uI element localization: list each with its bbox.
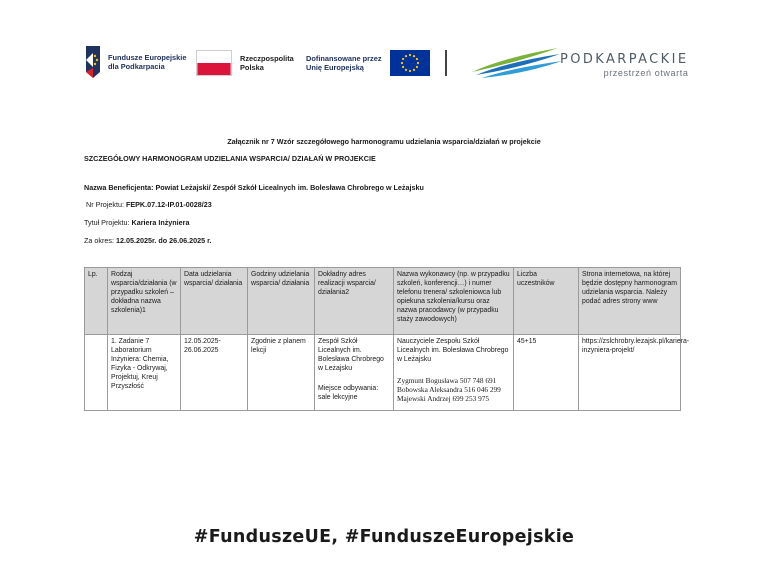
cell-lp bbox=[85, 335, 108, 411]
header-contractor: Nazwa wykonawcy (np. w przypadku szkoleń, konferencji…) i numer telefonu trenera/ szkoleniowca lub opiekuna szkolenia/kursu oraz nazwa pracodawcy (w przypadku staży zawodowych) bbox=[394, 268, 514, 335]
podkarpackie-swoosh-icon bbox=[472, 44, 564, 80]
fe-flag-icon bbox=[84, 46, 102, 78]
header-support-type: Rodzaj wsparcia/działania (w przypadku szkoleń – dokładna nazwa szkolenia)1 bbox=[108, 268, 181, 335]
pk-logo-name: PODKARPACKIE bbox=[560, 52, 689, 67]
table-header-row bbox=[85, 268, 681, 335]
project-title-line bbox=[84, 218, 189, 227]
contractor-text: Nauczyciele Zespołu Szkół Licealnych im. Bolesława Chrobrego w Leżajsku bbox=[397, 338, 509, 363]
unia-europejska-logo bbox=[306, 50, 430, 76]
header-address: Dokładny adres realizacji wsparcia/ działania2 bbox=[315, 268, 394, 335]
cell-support-type: 1. Zadanie 7 Laboratorium Inżyniera: Chemia, Fizyka - Odkrywaj, Projektuj, Kreuj Przyszłość bbox=[108, 335, 181, 411]
fundusze-europejskie-logo bbox=[84, 46, 186, 78]
header-lp: Lp. bbox=[85, 268, 108, 335]
cell-contractor bbox=[394, 335, 514, 411]
logo-strip bbox=[84, 44, 690, 84]
footer-hashtags: #FunduszeUE, #FunduszeEuropejskie bbox=[193, 527, 575, 547]
venue-text: Miejsce odbywania: sale lekcyjne bbox=[318, 385, 379, 401]
ue-logo-line2: Unię Europejską bbox=[306, 63, 364, 72]
cell-website[interactable] bbox=[579, 335, 690, 411]
website-link[interactable]: https://zslchrobry.lezajsk.pl/kariera-inzyniera-projekt/ bbox=[582, 338, 690, 354]
period-value: 12.05.2025r. do 26.06.2025 r. bbox=[115, 236, 212, 245]
eu-flag-icon bbox=[390, 50, 430, 76]
rp-logo-line2: Polska bbox=[240, 63, 264, 72]
rp-logo-line1: Rzeczpospolita bbox=[240, 54, 294, 63]
schedule-table bbox=[84, 267, 690, 411]
header-website: Strona internetowa, na której będzie dostępny harmonogram udzielania wsparcia. Należy podać adres strony www bbox=[579, 268, 681, 335]
pk-logo-tagline: przestrzeń otwarta bbox=[603, 68, 689, 78]
project-number-value: FEPK.07.12-IP.01-0028/23 bbox=[125, 200, 212, 209]
address-text: Zespół Szkół Licealnych im. Bolesława Chrobrego w Leżajsku bbox=[318, 338, 384, 372]
document-title: Załącznik nr 7 Wzór szczegółowego harmonogramu udzielania wsparcia/działań w projekcie bbox=[227, 137, 541, 146]
cell-date: 12.05.2025- 26.06.2025 bbox=[181, 335, 248, 411]
podkarpackie-logo bbox=[472, 44, 689, 80]
header-participants: Liczba uczestników bbox=[514, 268, 579, 335]
cell-hours: Zgodnie z planem lekcji bbox=[248, 335, 315, 411]
ue-logo-line1: Dofinansowane przez bbox=[306, 54, 382, 63]
fe-logo-line1: Fundusze Europejskie bbox=[108, 53, 187, 62]
beneficiary-name: Nazwa Beneficjenta: Powiat Leżajski/ Zespół Szkół Licealnych im. Bolesława Chrobrego w Leżajsku bbox=[84, 183, 424, 192]
period-line bbox=[84, 236, 211, 245]
period-label: Za okres: bbox=[84, 236, 116, 245]
cell-participants: 45+15 bbox=[514, 335, 579, 411]
cell-address bbox=[315, 335, 394, 411]
project-number-line bbox=[86, 200, 212, 209]
project-title-value: Kariera Inżyniera bbox=[131, 218, 190, 227]
logo-separator bbox=[445, 50, 447, 76]
contractor-contacts: Zygmunt Bogusława 507 748 691 Bobowska Aleksandra 516 046 299 Majewski Andrzej 699 253 975 bbox=[397, 376, 501, 403]
table-row bbox=[85, 335, 681, 411]
rzeczpospolita-polska-logo bbox=[196, 50, 294, 76]
header-hours: Godziny udzielania wsparcia/ działania bbox=[248, 268, 315, 335]
section-heading: SZCZEGÓŁOWY HARMONOGRAM UDZIELANIA WSPARCIA/ DZIAŁAŃ W PROJEKCIE bbox=[84, 154, 376, 163]
project-title-label: Tytuł Projektu: bbox=[84, 218, 132, 227]
fe-logo-line2: dla Podkarpacia bbox=[108, 62, 165, 71]
polish-flag-icon bbox=[196, 50, 232, 76]
project-number-label: Nr Projektu: bbox=[86, 200, 126, 209]
header-date: Data udzielania wsparcia/ działania bbox=[181, 268, 248, 335]
